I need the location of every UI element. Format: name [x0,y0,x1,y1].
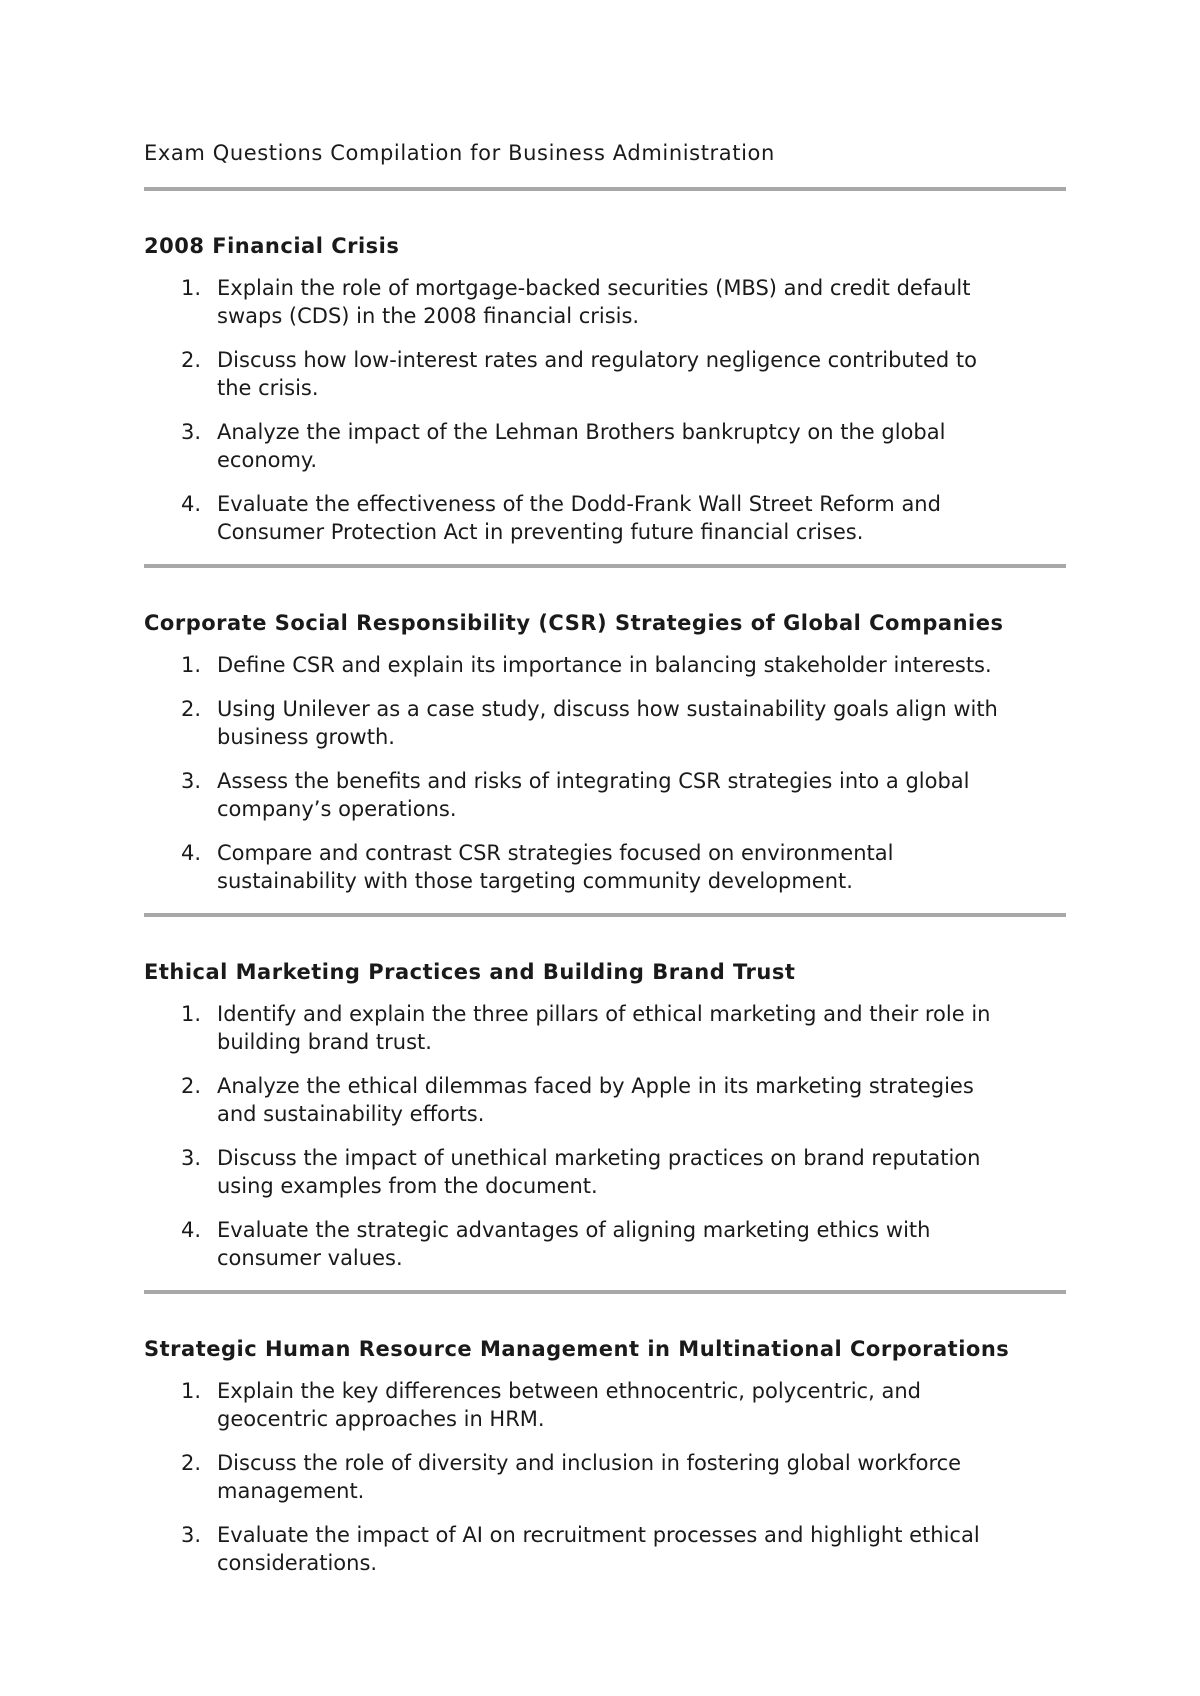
document-title: Exam Questions Compilation for Business Administration [144,141,775,165]
item-text: business growth. [217,725,395,749]
item-number: 3. [181,1523,202,1547]
list-item [144,1072,1066,1128]
item-text: Evaluate the effectiveness of the Dodd-Frank Wall Street Reform and [217,492,941,516]
item-text: Identify and explain the three pillars of ethical marketing and their role in [217,1002,991,1026]
item-number: 2. [181,1451,202,1475]
item-number: 2. [181,348,202,372]
item-text: considerations. [217,1551,378,1575]
list-item [144,1144,1066,1200]
item-number: 1. [181,276,202,300]
item-text: economy. [217,448,318,472]
item-number: 2. [181,697,202,721]
list-item [144,1000,1066,1056]
item-text: management. [217,1479,365,1503]
item-number: 3. [181,769,202,793]
item-text: the crisis. [217,376,319,400]
item-number: 3. [181,1146,202,1170]
item-text: Evaluate the strategic advantages of aligning marketing ethics with [217,1218,931,1242]
list-item [144,1216,1066,1272]
section-csr-strategies [144,609,1066,911]
item-number: 3. [181,420,202,444]
list-item [144,346,1066,402]
horizontal-rule [144,187,1066,191]
section-heading: Ethical Marketing Practices and Building Brand Trust [144,960,796,984]
list-item [144,274,1066,330]
item-number: 4. [181,492,202,516]
item-number: 1. [181,1379,202,1403]
item-number: 4. [181,1218,202,1242]
item-number: 4. [181,841,202,865]
item-text: swaps (CDS) in the 2008 financial crisis. [217,304,640,328]
item-text: Compare and contrast CSR strategies focused on environmental [217,841,894,865]
item-text: Analyze the impact of the Lehman Brothers bankruptcy on the global [217,420,946,444]
item-text: building brand trust. [217,1030,432,1054]
horizontal-rule [144,1290,1066,1294]
item-text: geocentric approaches in HRM. [217,1407,545,1431]
item-text: Discuss how low-interest rates and regulatory negligence contributed to [217,348,977,372]
item-text: Define CSR and explain its importance in balancing stakeholder interests. [217,653,992,677]
item-number: 1. [181,653,202,677]
question-list [144,274,1066,546]
question-list [144,1000,1066,1272]
list-item [144,1521,1066,1577]
list-item [144,490,1066,546]
item-text: Analyze the ethical dilemmas faced by Apple in its marketing strategies [217,1074,974,1098]
item-text: Discuss the role of diversity and inclusion in fostering global workforce [217,1451,962,1475]
list-item [144,651,1066,679]
question-list [144,651,1066,895]
item-number: 1. [181,1002,202,1026]
item-text: Explain the role of mortgage-backed securities (MBS) and credit default [217,276,971,300]
item-text: Explain the key differences between ethnocentric, polycentric, and [217,1379,921,1403]
item-text: Consumer Protection Act in preventing future financial crises. [217,520,864,544]
list-item [144,839,1066,895]
item-text: and sustainability efforts. [217,1102,485,1126]
item-text: using examples from the document. [217,1174,598,1198]
list-item [144,767,1066,823]
horizontal-rule [144,564,1066,568]
item-text: consumer values. [217,1246,403,1270]
section-heading: Corporate Social Responsibility (CSR) Strategies of Global Companies [144,611,1004,635]
question-list [144,1377,1066,1577]
item-text: Evaluate the impact of AI on recruitment processes and highlight ethical [217,1523,980,1547]
list-item [144,1449,1066,1505]
section-strategic-hrm [144,1335,1066,1593]
item-text: company’s operations. [217,797,457,821]
section-heading: Strategic Human Resource Management in Multinational Corporations [144,1337,1010,1361]
item-text: sustainability with those targeting community development. [217,869,853,893]
item-text: Assess the benefits and risks of integrating CSR strategies into a global [217,769,970,793]
item-number: 2. [181,1074,202,1098]
item-text: Using Unilever as a case study, discuss how sustainability goals align with [217,697,998,721]
list-item [144,1377,1066,1433]
section-ethical-marketing [144,958,1066,1288]
section-heading: 2008 Financial Crisis [144,234,400,258]
list-item [144,695,1066,751]
list-item [144,418,1066,474]
horizontal-rule [144,913,1066,917]
item-text: Discuss the impact of unethical marketing practices on brand reputation [217,1146,981,1170]
section-financial-crisis [144,232,1066,562]
